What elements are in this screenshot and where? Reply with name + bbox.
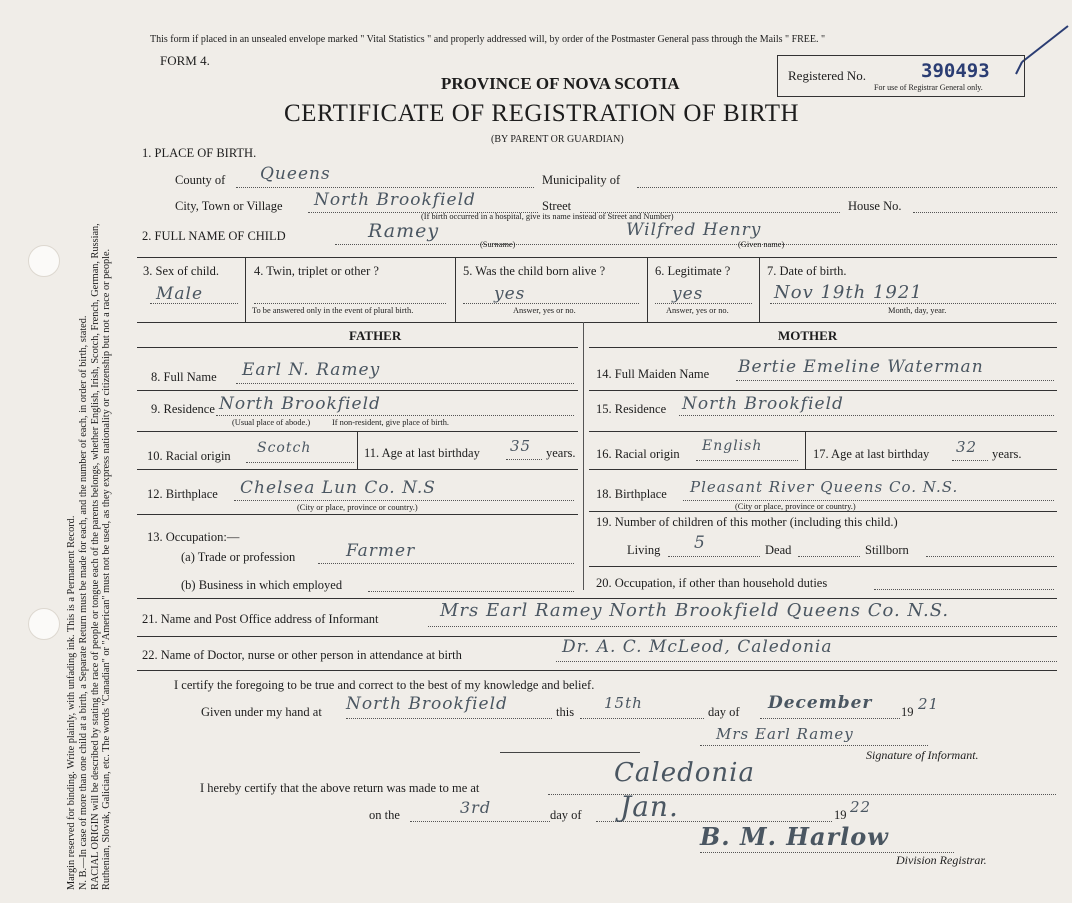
year-prefix: 19 xyxy=(901,705,914,719)
rule xyxy=(137,390,578,391)
punch-hole xyxy=(28,245,60,277)
father-birthplace-label: 12. Birthplace xyxy=(147,487,218,501)
day-of-label: day of xyxy=(708,705,740,719)
registration-box xyxy=(777,55,1025,97)
rule xyxy=(137,469,578,470)
province-heading: PROVINCE OF NOVA SCOTIA xyxy=(441,74,680,93)
registrar-day-line xyxy=(410,821,550,822)
mother-name-label: 14. Full Maiden Name xyxy=(596,367,710,381)
rule xyxy=(759,257,760,322)
child-name-label: 2. FULL NAME OF CHILD xyxy=(142,229,286,243)
form-number: FORM 4. xyxy=(160,53,210,68)
usual-abode-note: (Usual place of abode.) xyxy=(232,418,311,427)
rule xyxy=(137,670,1057,671)
rule xyxy=(137,322,1057,323)
doctor-line xyxy=(556,661,1057,662)
rule xyxy=(455,257,456,322)
date-of-birth-value: Nov 19th 1921 xyxy=(774,282,923,303)
twin-label: 4. Twin, triplet or other ? xyxy=(254,264,379,278)
mother-age-unit: years. xyxy=(992,447,1022,461)
given-name-note: (Given name) xyxy=(738,240,785,249)
margin-line: Margin reserved for binding. Write plainly, with unfading ink. This is a Permanent Record. xyxy=(66,515,77,890)
rule xyxy=(805,431,806,469)
rule xyxy=(589,511,1057,512)
margin-line: Ruthenian, Slovak, Galician, etc. The words "Canadian" or "American" must not be used, as they express nationality or citizenship but not a race or people. xyxy=(101,248,113,890)
father-race-value: Scotch xyxy=(257,440,312,456)
born-alive-value: yes xyxy=(494,284,526,304)
rule xyxy=(137,347,578,348)
house-number-line xyxy=(913,212,1057,213)
mother-birthplace-label: 18. Birthplace xyxy=(596,487,667,501)
father-age-label: 11. Age at last birthday xyxy=(364,446,480,460)
father-birthplace-value: Chelsea Lun Co. N.S xyxy=(240,478,436,498)
father-residence-line xyxy=(216,415,574,416)
doctor-value: Dr. A. C. McLeod, Caledonia xyxy=(562,637,833,657)
postal-note: This form if placed in an unsealed envelope marked " Vital Statistics " and properly addressed will, by order of the Postmaster General pass through the Mails " FREE. " xyxy=(150,34,826,45)
mother-age-label: 17. Age at last birthday xyxy=(813,447,930,461)
child-given-name-value: Wilfred Henry xyxy=(626,220,762,240)
born-alive-label: 5. Was the child born alive ? xyxy=(463,264,606,278)
mother-residence-label: 15. Residence xyxy=(596,402,667,416)
father-name-line xyxy=(236,383,574,384)
certificate-title: CERTIFICATE OF REGISTRATION OF BIRTH xyxy=(284,100,800,127)
given-month-value: December xyxy=(768,693,873,713)
father-age-value: 35 xyxy=(510,437,532,455)
mother-race-value: English xyxy=(702,438,763,454)
municipality-line xyxy=(637,187,1057,188)
father-race-label: 10. Racial origin xyxy=(147,449,231,463)
place-of-birth-heading: 1. PLACE OF BIRTH. xyxy=(142,146,257,160)
margin-line: N. B.—In case of more than one child at a birth, a Separate Return must be made for each, and the number of each, in order of birth, stated. xyxy=(77,315,89,890)
business-line xyxy=(368,591,574,592)
registrar-year-value: 22 xyxy=(850,798,872,816)
registrar-statement: I hereby certify that the above return was made to me at xyxy=(200,781,480,795)
rule xyxy=(589,566,1057,567)
rule xyxy=(137,257,1057,258)
rule xyxy=(589,431,1057,432)
father-age-unit: years. xyxy=(546,446,576,460)
mother-birthplace-value: Pleasant River Queens Co. N.S. xyxy=(690,478,959,496)
mother-residence-value: North Brookfield xyxy=(682,394,844,414)
given-place-value: North Brookfield xyxy=(346,694,508,714)
rule xyxy=(245,257,246,322)
mother-age-value: 32 xyxy=(956,438,978,456)
twin-note: To be answered only in the event of plural birth. xyxy=(252,306,414,315)
child-name-line xyxy=(335,244,1057,245)
business-label: (b) Business in which employed xyxy=(181,578,343,592)
mother-name-line xyxy=(736,380,1054,381)
municipality-label: Municipality of xyxy=(542,173,621,187)
twin-line xyxy=(254,303,446,304)
informant-signature-line xyxy=(700,745,928,746)
given-under-label: Given under my hand at xyxy=(201,705,322,719)
doctor-label: 22. Name of Doctor, nurse or other person in attendance at birth xyxy=(142,648,462,662)
sex-label: 3. Sex of child. xyxy=(143,264,220,278)
street-label: Street xyxy=(542,199,572,213)
father-residence-label: 9. Residence xyxy=(151,402,215,416)
mother-residence-line xyxy=(679,415,1054,416)
house-number-label: House No. xyxy=(848,199,902,213)
child-surname-value: Ramey xyxy=(368,220,440,242)
living-label: Living xyxy=(627,543,661,557)
mother-race-label: 16. Racial origin xyxy=(596,447,680,461)
rule xyxy=(589,347,1057,348)
given-day-value: 15th xyxy=(604,694,643,712)
informant-label: 21. Name and Post Office address of Informant xyxy=(142,612,379,626)
mother-header: MOTHER xyxy=(778,328,838,343)
informant-line xyxy=(428,626,1057,627)
surname-note: (Surname) xyxy=(480,240,516,249)
on-the-label: on the xyxy=(369,808,400,822)
registrar-signature: B. M. Harlow xyxy=(700,822,889,851)
registrar-general-note: For use of Registrar General only. xyxy=(874,83,983,92)
rule xyxy=(137,514,578,515)
county-line xyxy=(236,187,534,188)
registered-label: Registered No. xyxy=(788,68,866,83)
living-line xyxy=(668,556,760,557)
sex-value: Male xyxy=(156,284,204,304)
rule xyxy=(500,752,640,753)
children-count-label: 19. Number of children of this mother (including this child.) xyxy=(596,515,898,529)
registrar-day-value: 3rd xyxy=(460,798,492,817)
dead-label: Dead xyxy=(765,543,792,557)
mother-birthplace-note: (City or place, province or country.) xyxy=(735,502,856,511)
trade-value: Farmer xyxy=(346,541,416,561)
margin-instructions xyxy=(66,10,113,890)
county-label: County of xyxy=(175,173,226,187)
legitimate-value: yes xyxy=(672,284,704,304)
hospital-note: (If birth occurred in a hospital, give its name instead of Street and Number) xyxy=(421,212,674,221)
trade-line xyxy=(318,563,574,564)
registrar-month-value: Jan. xyxy=(620,790,679,823)
trade-label: (a) Trade or profession xyxy=(181,550,296,564)
punch-hole xyxy=(28,608,60,640)
non-resident-note: If non-resident, give place of birth. xyxy=(332,418,449,427)
registrar-place-value: Caledonia xyxy=(614,758,755,788)
mother-occupation-line xyxy=(874,589,1054,590)
informant-signature: Mrs Earl Ramey xyxy=(716,725,854,743)
father-residence-value: North Brookfield xyxy=(219,394,381,414)
column-divider xyxy=(583,322,584,590)
mother-age-line xyxy=(952,460,988,461)
father-race-line xyxy=(246,462,354,463)
stillborn-label: Stillborn xyxy=(865,543,909,557)
mother-birthplace-line xyxy=(683,500,1054,501)
this-label: this xyxy=(556,705,575,719)
legitimate-label: 6. Legitimate ? xyxy=(655,264,731,278)
day-line xyxy=(580,718,704,719)
father-age-line xyxy=(506,459,542,460)
legitimate-note: Answer, yes or no. xyxy=(666,306,729,315)
stillborn-line xyxy=(926,556,1054,557)
certificate-subtitle: (BY PARENT OR GUARDIAN) xyxy=(491,134,624,145)
certify-statement: I certify the foregoing to be true and correct to the best of my knowledge and belief. xyxy=(174,678,595,692)
rule xyxy=(589,390,1057,391)
dead-line xyxy=(798,556,860,557)
registrar-caption: Division Registrar. xyxy=(896,853,987,867)
father-name-label: 8. Full Name xyxy=(151,370,217,384)
rule xyxy=(357,431,358,469)
legitimate-line xyxy=(655,303,752,304)
date-of-birth-note: Month, day, year. xyxy=(888,306,947,315)
living-value: 5 xyxy=(694,533,706,553)
margin-line: RACIAL ORIGIN will be described by stating the race of people or tongue each of the parents belongs, whether English, Irish, Scotch, French, German, Russian, xyxy=(89,223,101,890)
month-line xyxy=(760,718,900,719)
county-value: Queens xyxy=(260,164,331,184)
father-birthplace-line xyxy=(234,500,574,501)
rule xyxy=(137,598,1057,599)
mother-race-line xyxy=(696,460,798,461)
informant-signature-caption: Signature of Informant. xyxy=(866,748,979,762)
date-of-birth-label: 7. Date of birth. xyxy=(767,264,847,278)
city-value: North Brookfield xyxy=(314,190,476,210)
informant-value: Mrs Earl Ramey North Brookfield Queens Co. N.S. xyxy=(440,600,950,621)
rule xyxy=(647,257,648,322)
born-alive-line xyxy=(463,303,639,304)
father-header: FATHER xyxy=(349,328,402,343)
registrar-year-prefix: 19 xyxy=(834,808,847,822)
given-place-line xyxy=(346,718,552,719)
mother-name-value: Bertie Emeline Waterman xyxy=(738,357,984,377)
rule xyxy=(589,469,1057,470)
father-birthplace-note: (City or place, province or country.) xyxy=(297,503,418,512)
registration-number: 390493 xyxy=(921,60,990,82)
registrar-day-of-label: day of xyxy=(550,808,582,822)
father-occupation-label: 13. Occupation:— xyxy=(147,530,240,544)
mother-occupation-label: 20. Occupation, if other than household duties xyxy=(596,576,828,590)
date-of-birth-line xyxy=(770,303,1056,304)
born-alive-note: Answer, yes or no. xyxy=(513,306,576,315)
city-label: City, Town or Village xyxy=(175,199,283,213)
father-name-value: Earl N. Ramey xyxy=(242,360,381,380)
given-year-value: 21 xyxy=(918,695,940,713)
